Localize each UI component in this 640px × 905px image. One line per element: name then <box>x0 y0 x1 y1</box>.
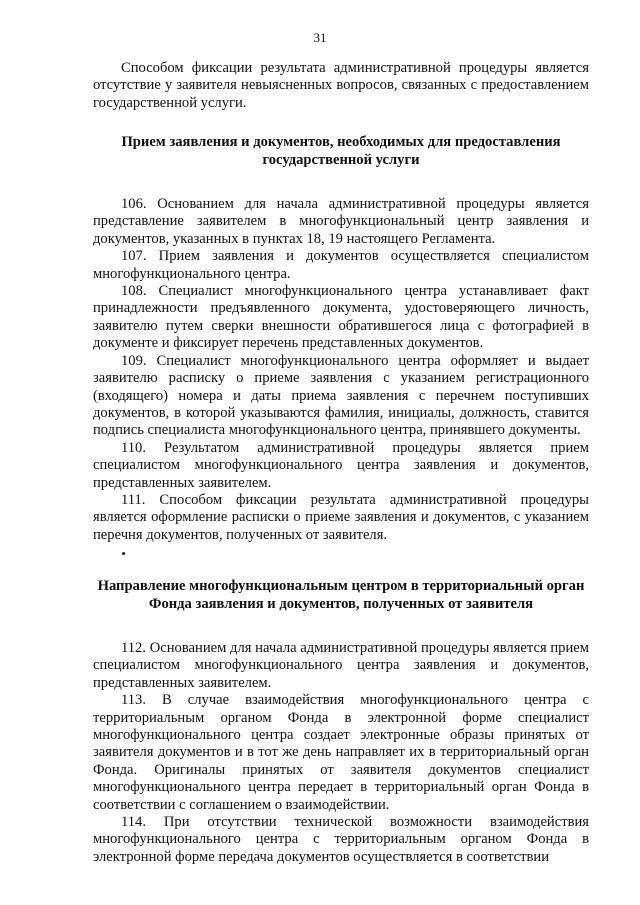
paragraph-109: 109. Специалист многофункционального центра оформляет и выдает заявителю расписку о приеме заявления с указанием регистрационного (входящего) номера и даты приема заявления с перечнем поступивших документов, в которой указываются фамилия, инициалы, должность, ставится подпись специалиста многофункционального центра, принявшего документы. <box>93 352 589 439</box>
paragraph-114: 114. При отсутствии технической возможности взаимодействия многофункционального центра с территориальным органом Фонда в электронной форме передача документов осуществляется в соответствии <box>93 814 589 865</box>
paragraph-113: 113. В случае взаимодействия многофункционального центра с территориальным органом Фонда в электронной форме специалист многофункционального центра создает электронные образы принятых от заявителя документов и в тот же день направляет их в территориальный орган Фонда. Оригиналы принятых от заявителя документов специалист многофункционального центра передает в территориальный орган Фонда в соответствии с соглашением о взаимодействии. <box>93 692 589 813</box>
paragraph-intro: Способом фиксации результата административной процедуры является отсутствие у заявителя невыясненных вопросов, связанных с предоставлением государственной услуги. <box>93 60 589 111</box>
paragraph-107: 107. Прием заявления и документов осуществляется специалистом многофункционального центра. <box>93 248 589 282</box>
paragraph-106: 106. Основанием для начала административной процедуры является представление заявителем в многофункциональный центр заявления и документов, указанных в пунктах 18, 19 настоящего Регламента. <box>93 196 589 247</box>
page-number: 31 <box>313 30 327 45</box>
paragraph-111: 111. Способом фиксации результата административной процедуры является оформление расписки о приеме заявления и документов, с указанием перечня документов, полученных от заявителя. <box>93 491 589 543</box>
paragraph-112: 112. Основанием для начала административной процедуры является прием специалистом многофункционального центра заявления и документов, представленных заявителем. <box>93 639 589 691</box>
document-body <box>93 60 589 866</box>
paragraph-108: 108. Специалист многофункционального центра устанавливает факт принадлежности предъявленного документа, удостоверяющего личность, заявителю путем сверки внешности обратившегося лица с фотографией в документе и фиксирует перечень представленных документов. <box>93 283 589 352</box>
paragraph-110: 110. Результатом административной процедуры является прием специалистом многофункционального центра заявления и документов, представленных заявителем. <box>93 439 589 491</box>
section-heading-transfer: Направление многофункциональным центром в территориальный орган Фонда заявления и документов, полученных от заявителя <box>97 578 585 612</box>
scan-dot-mark <box>122 552 125 555</box>
section-heading-reception: Прием заявления и документов, необходимых для предоставления государственной услуги <box>121 134 561 168</box>
